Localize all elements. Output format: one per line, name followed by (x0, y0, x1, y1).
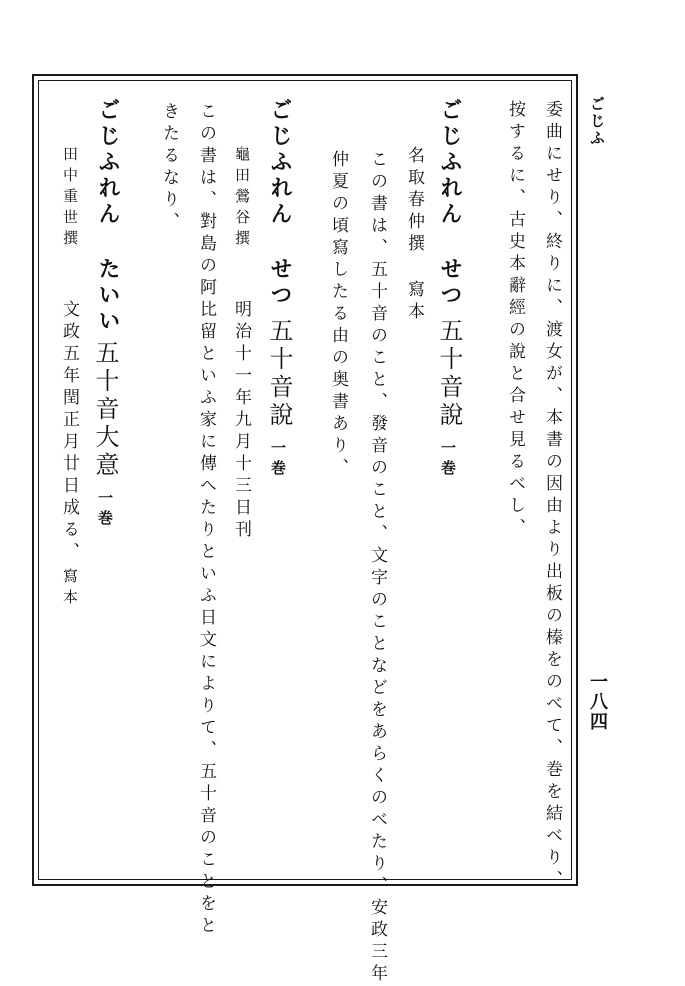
entry2-note: 寫本 (404, 280, 424, 324)
entry4-title: 五十音大意 (91, 340, 119, 480)
entry2-title: 五十音說 (435, 318, 463, 430)
entry2-author: 名取春仲撰 (404, 146, 424, 256)
entry1-line1: 委曲にせり、終りに、渡女が、本書の因由より出板の榛をのべて、巻を結べり、 (542, 100, 562, 892)
entry2-heading: ごじふれん せつ (437, 98, 462, 309)
entry1-line2: 按するに、古史本辭經の說と合せ見るべし、 (505, 100, 525, 540)
entry3-heading: ごじふれん せつ (267, 98, 292, 309)
entry4-heading: ごじふれん たいい (95, 98, 120, 335)
entry2-description-line2: 仲夏の頃寫したる由の奥書あり、 (328, 150, 348, 480)
page-number: 一八四 (587, 672, 608, 732)
entry3-description-line2: きたるなり、 (159, 102, 179, 234)
entry3-volume: 一巻 (269, 440, 287, 480)
entry3-date: 明治十一年九月十三日刊 (231, 300, 251, 542)
entry4-note: 寫本 (61, 568, 79, 610)
entry3-description-line1: この書は、對島の阿比留といふ家に傳へたりといふ日文によりて、五十音のことをと (196, 102, 216, 938)
entry4-author: 田中重世撰 (61, 146, 79, 251)
entry3-title: 五十音說 (265, 318, 293, 430)
entry2-description-line1: この書は、五十音のこと、發音のこと、文字のことなどをあらくのべたり、安政三年 (367, 150, 387, 986)
entry4-date: 文政五年閏正月廿日成る、 (59, 300, 79, 564)
entry3-author: 龜田鶯谷撰 (233, 146, 251, 251)
entry4-volume: 一巻 (96, 490, 114, 530)
running-head: ごじふ (588, 96, 606, 147)
entry2-volume: 一巻 (439, 440, 457, 480)
